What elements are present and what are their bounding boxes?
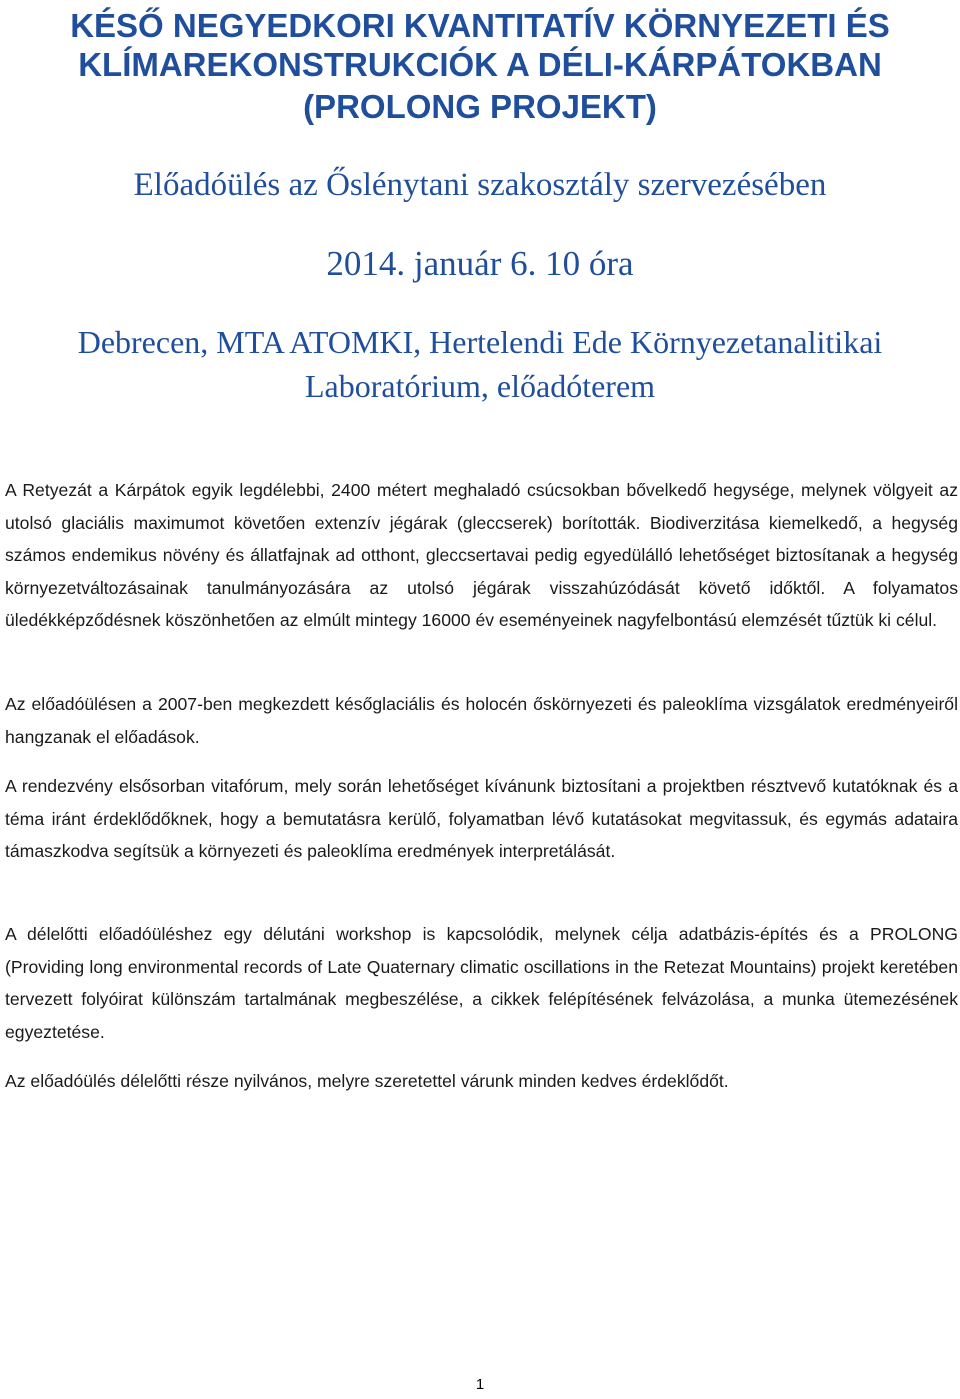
event-subtitle: Előadóülés az Őslénytani szakosztály szervezésében (133, 167, 827, 203)
title-line-3: (PROLONG PROJEKT) (303, 88, 657, 125)
paragraph-intro: A Retyezát a Kárpátok egyik legdélebbi, 2400 métert meghaladó csúcsokban bővelkedő hegysége, melynek völgyeit az utolsó glaciális maximumot követően extenzív jégárak (gleccserek) borították. Biodiverzitása kiemelkedő, a hegység számos endemikus növény és állatfajnak ad otthont, gleccsertavai pedig egyedülálló lehetőséget biztosítanak a hegység környezetváltozásainak tanulmányozására az utolsó jégárak visszahúzódását követő időktől. A folyamatos üledékképződésnek köszönhetően az elmúlt mintegy 16000 év eseményeinek nagyfelbontású elemzését tűztük ki célul. (5, 480, 958, 630)
title-line-1: KÉSŐ NEGYEDKORI KVANTITATÍV KÖRNYEZETI ÉS (70, 7, 890, 44)
page-number: 1 (475, 1376, 485, 1393)
title-line-2: KLÍMAREKONSTRUKCIÓK A DÉLI-KÁRPÁTOKBAN (78, 46, 882, 83)
paragraph-presentations: Az előadóülésen a 2007-ben megkezdett későglaciális és holocén őskörnyezeti és paleoklíma vizsgálatok eredményeiről hangzanak el előadások. (5, 694, 958, 747)
paragraph-invitation: Az előadóülés délelőtti része nyilvános, melyre szeretettel várunk minden kedves érdeklődőt. (5, 1071, 729, 1091)
paragraph-workshop: A délelőtti előadóüléshez egy délutáni workshop is kapcsolódik, melynek célja adatbázis-építés és a PROLONG (Providing long environmental records of Late Quaternary climatic oscillations in the Retezat Mountains) projekt keretében tervezett folyóirat különszám tartalmának megbeszélése, a cikkek felépítésének felvázolása, a munka ütemezésének egyeztetése. (5, 924, 958, 1042)
event-venue (0, 320, 960, 408)
venue-line-2: Laboratórium, előadóterem (304, 368, 656, 404)
event-datetime: 2014. január 6. 10 óra (326, 244, 634, 283)
paragraph-forum: A rendezvény elsősorban vitafórum, mely során lehetőséget kívánunk biztosítani a projektben résztvevő kutatóknak és a téma iránt érdeklődőknek, hogy a bemutatásra kerülő, folyamatban lévő kutatásokat megvitassuk, és egymás adataira támaszkodva segítsük a környezeti és paleoklíma eredmények interpretálását. (5, 776, 958, 861)
venue-line-1: Debrecen, MTA ATOMKI, Hertelendi Ede Környezetanalitikai (77, 324, 883, 360)
